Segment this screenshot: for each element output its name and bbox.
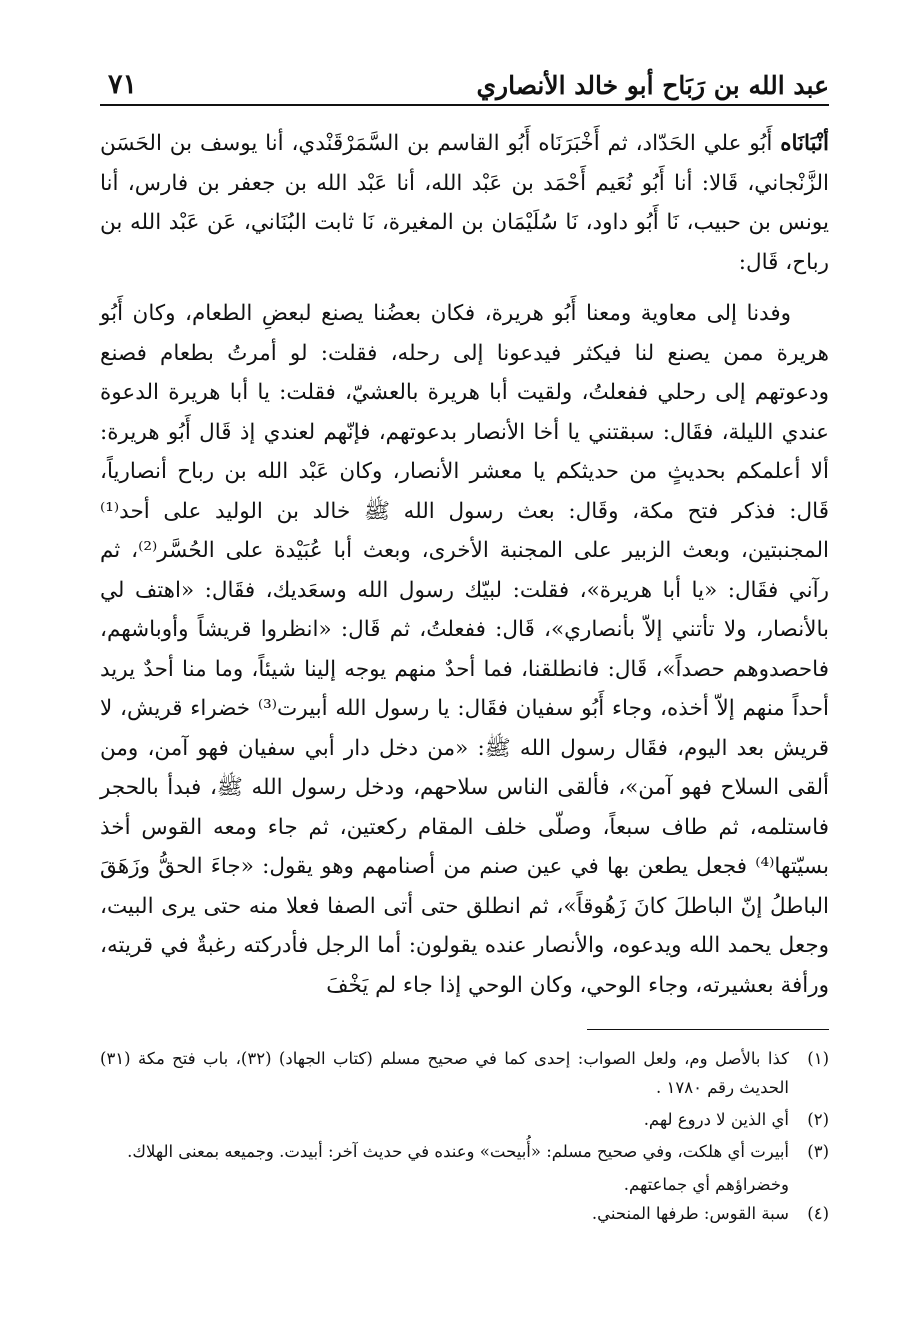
isnad-paragraph	[100, 124, 829, 282]
footnote-number: (١)	[807, 1049, 829, 1068]
footnote-text: كذا بالأصل وم، ولعل الصواب: إحدى كما في صحيح مسلم (كتاب الجهاد) (٣٢)، باب فتح مكة (٣١) الحديث رقم ١٧٨٠ .	[100, 1049, 789, 1097]
page-header	[100, 62, 829, 100]
footnote-number: (٤)	[807, 1204, 829, 1223]
running-title: عبد الله بن رَبَاح أبو خالد الأنصاري	[476, 71, 829, 100]
footnote-1	[100, 1044, 829, 1102]
footnote-text: سبة القوس: طرفها المنحني.	[591, 1204, 789, 1223]
footnotes-divider	[587, 1029, 829, 1030]
footnote-3-continuation: وخضراؤهم أي جماعتهم.	[623, 1175, 789, 1194]
narration-paragraph: وفدنا إلى معاوية ومعنا أَبُو هريرة، فكان بعضُنا يصنع لبعضِ الطعام، وكان أَبُو هريرة ممن يصنع لنا فيكثر فيدعونا إلى رحله، فقلت: لو أمرتُ بطعام فصنع ودعوتهم إلى رحلي ففعلتُ، ولقيت أبا هريرة بالعشيّ، فقلت: يا أبا هريرة الدعوة عندي الليلة، فقَال: سبقتني يا أخا الأنصار بدعوتهم، فإنّهم لعندي إذ قَال أَبُو هريرة: ألا أعلمكم بحديثٍ من حديثكم يا معشر الأنصار، وكان عَبْد الله بن رباح أنصارياً، قَال: فذكر فتح مكة، وقَال: بعث رسول الله ﷺ خالد بن الوليد على أحد⁽¹⁾ المجنبتين، وبعث الزبير على المجنبة الأخرى، وبعث أبا عُبَيْدة على الحُسَّر⁽²⁾، ثم رآني فقَال: «يا أبا هريرة»، فقلت: لبيّك رسول الله وسعَديك، فقَال: «اهتف لي بالأنصار، ولا تأتني إلاّ بأنصاري»، قَال: ففعلتُ، ثم قَال: «انظروا قريشاً وأوباشهم، فاحصدوهم حصداً»، قَال: فانطلقنا، فما أحدٌ منهم يوجه إلينا شيئاً، وما منا أحدٌ يريد أحداً منهم إلاّ أخذه، وجاء أَبُو سفيان فقَال: يا رسول الله أبيرت⁽³⁾ خضراء قريش، لا قريش بعد اليوم، فقَال رسول الله ﷺ: «من دخل دار أبي سفيان فهو آمن، ومن ألقى السلاح فهو آمن»، فألقى الناس سلاحهم، ودخل رسول الله ﷺ، فبدأ بالحجر فاستلمه، ثم طاف سبعاً، وصلّى خلف المقام ركعتين، ثم جاء ومعه القوس أخذ بسيّتها⁽⁴⁾ فجعل يطعن بها في عين صنم من أصنامهم وهو يقول: «جاءَ الحقُّ وزَهَقَ الباطلُ إنّ الباطلَ كانَ زَهُوقاً»، ثم انطلق حتى أتى الصفا فعلا منه حتى يرى البيت، وجعل يحمد الله ويدعوه، والأنصار عنده يقولون: أما الرجل فأدركته رغبةٌ في قريته، ورأفة بعشيرته، وجاء الوحي، وكان الوحي إذا جاء لم يَخْفَ	[100, 301, 829, 998]
footnote-text: أبيرت أي هلكت، وفي صحيح مسلم: «أُبيحت» وعنده في حديث آخر: أبيدت. وجميعه بمعنى الهلاك.	[127, 1142, 789, 1161]
footnote-number: (٣)	[807, 1142, 829, 1161]
footnotes	[100, 1044, 829, 1228]
footnote-number: (٢)	[807, 1110, 829, 1129]
main-text	[100, 124, 829, 1005]
footnote-text: أي الذين لا دروع لهم.	[643, 1110, 789, 1129]
header-divider	[100, 104, 829, 106]
page-number: ٧١	[108, 69, 138, 100]
footnote-4	[100, 1199, 829, 1228]
isnad-text: أَبُو علي الحَدّاد، ثم أَخْبَرَنَاه أَبُو القاسم بن السَّمَرْقَنْدي، أنا يوسف بن الحَسَن الزَّنْجاني، قَالا: أنا أَبُو نُعَيم أَحْمَد بن عَبْد الله، أنا عَبْد الله بن جعفر بن فارس، أنا يونس بن حبيب، نَا أَبُو داود، نَا سُلَيْمَان بن المغيرة، نَا ثابت البُنَاني، عَن عَبْد الله بن رباح، قَال:	[100, 131, 829, 275]
footnote-2	[100, 1105, 829, 1134]
paragraph-lead-word: أنْبَانَاه	[780, 131, 829, 156]
footnote-3	[100, 1137, 829, 1166]
